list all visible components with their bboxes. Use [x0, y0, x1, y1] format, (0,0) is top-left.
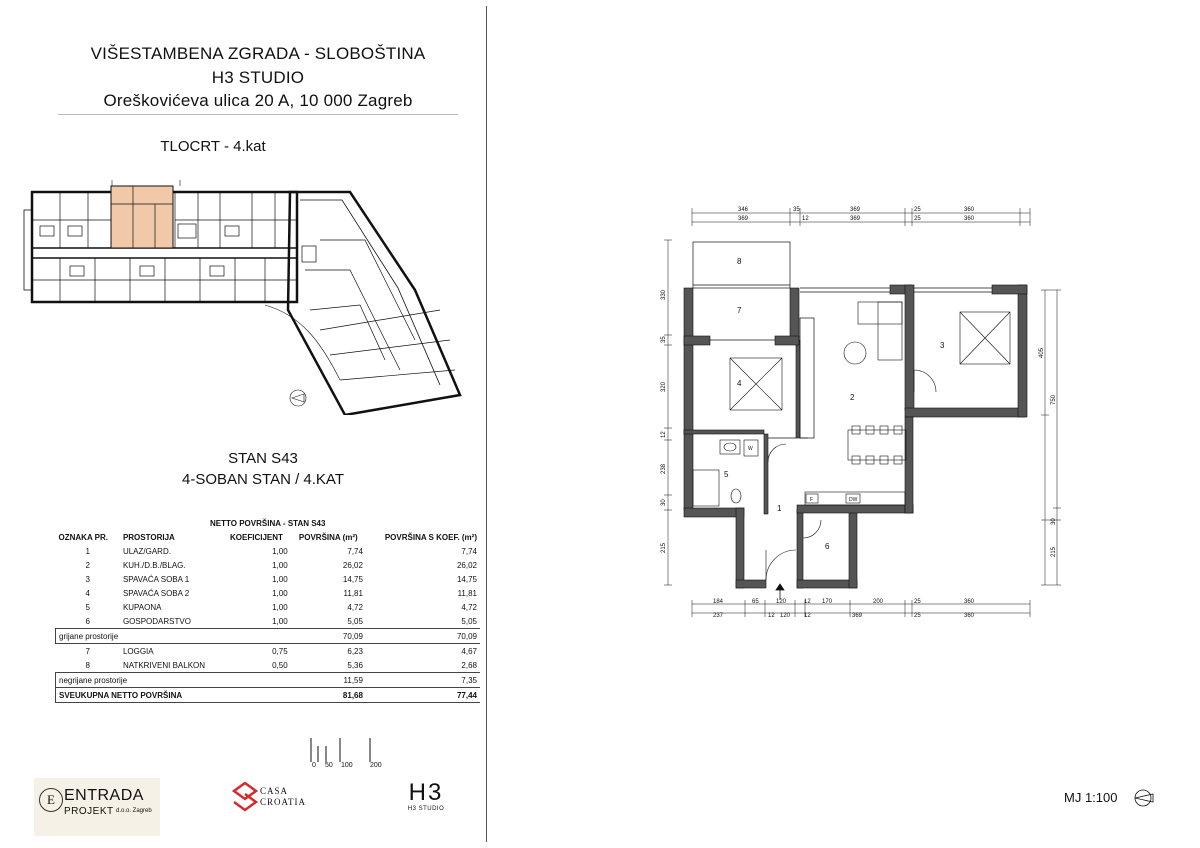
cell-area-coef: 4,67 [366, 644, 480, 659]
cell-room: KUH./D.B./BLAG. [122, 560, 186, 570]
cell-room: NATKRIVENI BALKON [122, 660, 206, 670]
total-area: 81,68 [291, 688, 366, 703]
flat-title: STAN S43 [228, 450, 298, 467]
cell-area-coef: 26,02 [456, 560, 477, 570]
table-row [56, 614, 481, 629]
dim-top-2: 35 [793, 207, 800, 213]
casa-line2: CROATIA [260, 797, 307, 807]
cell-area: 5,05 [347, 616, 363, 626]
dim-bottom2-1: 237 [713, 613, 724, 619]
dim-right-1: 405 [1039, 347, 1045, 358]
col-header-room: PROSTORIJA [122, 532, 175, 542]
room-label-3: 3 [940, 341, 945, 350]
cell-room: LOGGIA [120, 644, 222, 659]
cell-area: 4,72 [347, 602, 363, 612]
flat-subtitle: 4-SOBAN STAN / 4.KAT [182, 471, 344, 488]
cell-id: 3 [85, 574, 90, 584]
cell-id: 7 [56, 644, 120, 659]
dim-left-5: 238 [661, 463, 667, 474]
studio-name: H3 STUDIO [211, 68, 305, 87]
cell-area-coef: 5,05 [461, 616, 477, 626]
table-row [56, 586, 481, 600]
fridge-label: F [810, 497, 814, 503]
cell-coef: 0,75 [222, 644, 290, 659]
cell-room: GOSPODARSTVO [122, 616, 191, 626]
dim-left-7: 215 [661, 542, 667, 553]
subtotal-area: 11,59 [291, 673, 366, 688]
north-arrow-icon [1132, 788, 1156, 808]
col-header-area-coef: POVRŠINA S KOEF. (m²) [384, 532, 477, 542]
dim-top-5: 360 [964, 207, 975, 213]
cell-coef: 1,00 [272, 616, 288, 626]
apartment-floor-plan [650, 195, 1070, 625]
casa-line1: CASA [260, 786, 289, 796]
dim-top2-1: 369 [738, 216, 749, 222]
project-title: VIŠESTAMBENA ZGRADA - SLOBOŠTINA [90, 44, 426, 63]
h3-mark: H3 [408, 779, 444, 806]
room-label-4: 4 [737, 379, 742, 388]
col-header-area: POVRŠINA (m²) [298, 532, 358, 542]
dim-top-1: 346 [738, 207, 749, 213]
dim-bottom2-4: 12 [804, 613, 811, 619]
scale-label-200: 200 [370, 762, 382, 769]
graphic-scale-bar [308, 736, 388, 762]
dim-bottom-1: 184 [713, 599, 724, 605]
h3-studio-logo [398, 780, 454, 820]
floor-plan-label: TLOCRT - 4.kat [160, 138, 266, 155]
total-label: SVEUKUPNA NETTO POVRŠINA [56, 688, 223, 703]
subtotal-label: negrijane prostorije [56, 673, 223, 688]
cell-area: 7,74 [347, 546, 363, 556]
dim-left-6: 30 [661, 499, 667, 506]
room-label-5: 5 [724, 470, 729, 479]
area-table [55, 516, 480, 703]
dim-right-4: 215 [1051, 546, 1057, 557]
cell-room: SPAVAĆA SOBA 1 [122, 574, 190, 584]
dim-top2-2: 12 [802, 216, 809, 222]
cell-area-coef: 7,74 [461, 546, 477, 556]
table-subtotal-row [56, 673, 481, 688]
cell-coef: 1,00 [272, 546, 288, 556]
subtotal-label: grijane prostorije [56, 629, 223, 644]
dim-bottom2-2: 12 [768, 613, 775, 619]
cell-coef: 1,00 [272, 574, 288, 584]
table-row [56, 544, 481, 558]
cell-area: 5,36 [347, 660, 363, 670]
subtotal-area: 70,09 [291, 629, 366, 644]
cell-id: 1 [85, 546, 90, 556]
entrada-logo [34, 778, 160, 836]
casa-croatia-mark-icon [232, 782, 258, 812]
dim-top2-3: 369 [850, 216, 861, 222]
total-area-coef: 77,44 [366, 688, 480, 703]
header-rule [58, 114, 458, 115]
subtotal-area-coef: 70,09 [366, 629, 480, 644]
room-label-2: 2 [850, 393, 855, 402]
subtotal-area-coef: 7,35 [366, 673, 480, 688]
room-label-1: 1 [777, 504, 782, 513]
table-row [56, 572, 481, 586]
cell-room: ULAZ/GARD. [122, 546, 171, 556]
dim-top-4: 25 [914, 207, 921, 213]
dim-left-3: 320 [661, 381, 667, 392]
cell-area: 14,75 [342, 574, 363, 584]
dim-bottom-4: 12 [804, 599, 811, 605]
cell-coef: 1,00 [272, 588, 288, 598]
room-label-7: 7 [737, 306, 742, 315]
table-caption: NETTO POVRŠINA - STAN S43 [210, 518, 326, 528]
cell-id: 4 [85, 588, 90, 598]
table-row [56, 644, 481, 659]
cell-area-coef: 11,81 [457, 588, 477, 598]
cell-area-coef: 2,68 [461, 660, 477, 670]
dim-left-2: 35 [661, 336, 667, 343]
dim-top2-4: 25 [914, 216, 921, 222]
cell-id: 5 [85, 602, 90, 612]
cell-room: KUPAONA [122, 602, 162, 612]
cell-coef: 0,50 [272, 660, 288, 670]
dim-bottom-2: 65 [752, 599, 759, 605]
scale-label-0: 0 [312, 762, 316, 769]
col-header-coef: KOEFICIJENT [230, 532, 283, 542]
dim-bottom-6: 200 [873, 599, 884, 605]
cell-coef: 1,00 [272, 602, 288, 612]
cell-area: 6,23 [291, 644, 366, 659]
project-address: Oreškovićeva ulica 20 A, 10 000 Zagreb [103, 91, 413, 110]
dim-bottom2-5: 369 [852, 613, 863, 619]
cell-coef: 1,00 [272, 560, 288, 570]
dim-bottom-5: 170 [822, 599, 833, 605]
scale-label-100: 100 [341, 762, 353, 769]
cell-room: SPAVAĆA SOBA 2 [122, 588, 190, 598]
dim-top2-5: 360 [964, 216, 975, 222]
dim-bottom2-6: 25 [914, 613, 921, 619]
dim-bottom-3: 120 [776, 599, 787, 605]
washer-label: W [748, 446, 753, 452]
scale-label-50: 50 [325, 762, 333, 769]
entrada-emblem-icon: E [39, 788, 63, 812]
drawing-scale: MJ 1:100 [1064, 790, 1118, 805]
dim-left-1: 330 [661, 289, 667, 300]
casa-croatia-logo [232, 780, 322, 816]
table-total-row [56, 688, 481, 703]
room-label-6: 6 [825, 542, 830, 551]
dishwasher-label: DW [849, 497, 858, 503]
dim-bottom-7: 25 [914, 599, 921, 605]
cell-area: 26,02 [342, 560, 363, 570]
dim-top-3: 369 [850, 207, 861, 213]
col-header-id: OZNAKA PR. [58, 532, 108, 542]
building-key-plan [20, 180, 465, 415]
entrada-sub: PROJEKT [64, 806, 114, 817]
dim-bottom2-7: 360 [964, 613, 975, 619]
dim-bottom2-3: 120 [780, 613, 791, 619]
dim-right-2: 750 [1051, 394, 1057, 405]
table-row [56, 558, 481, 572]
dim-bottom-8: 360 [964, 599, 975, 605]
dim-left-4: 12 [661, 431, 667, 438]
cell-area-coef: 14,75 [456, 574, 477, 584]
dim-right-3: 30 [1051, 518, 1057, 525]
table-subtotal-row [56, 629, 481, 644]
h3-sub: H3 STUDIO [407, 806, 445, 812]
cell-id: 6 [85, 616, 90, 626]
table-row [56, 658, 481, 673]
entrada-small: d.o.o. Zagreb [116, 808, 152, 814]
cell-area-coef: 4,72 [461, 602, 477, 612]
panel-divider [486, 6, 487, 842]
cell-id: 2 [85, 560, 90, 570]
cell-id: 8 [85, 660, 90, 670]
entrada-name: ENTRADA [64, 787, 144, 804]
room-label-8: 8 [737, 257, 742, 266]
table-row [56, 600, 481, 614]
cell-area: 11,81 [343, 588, 363, 598]
